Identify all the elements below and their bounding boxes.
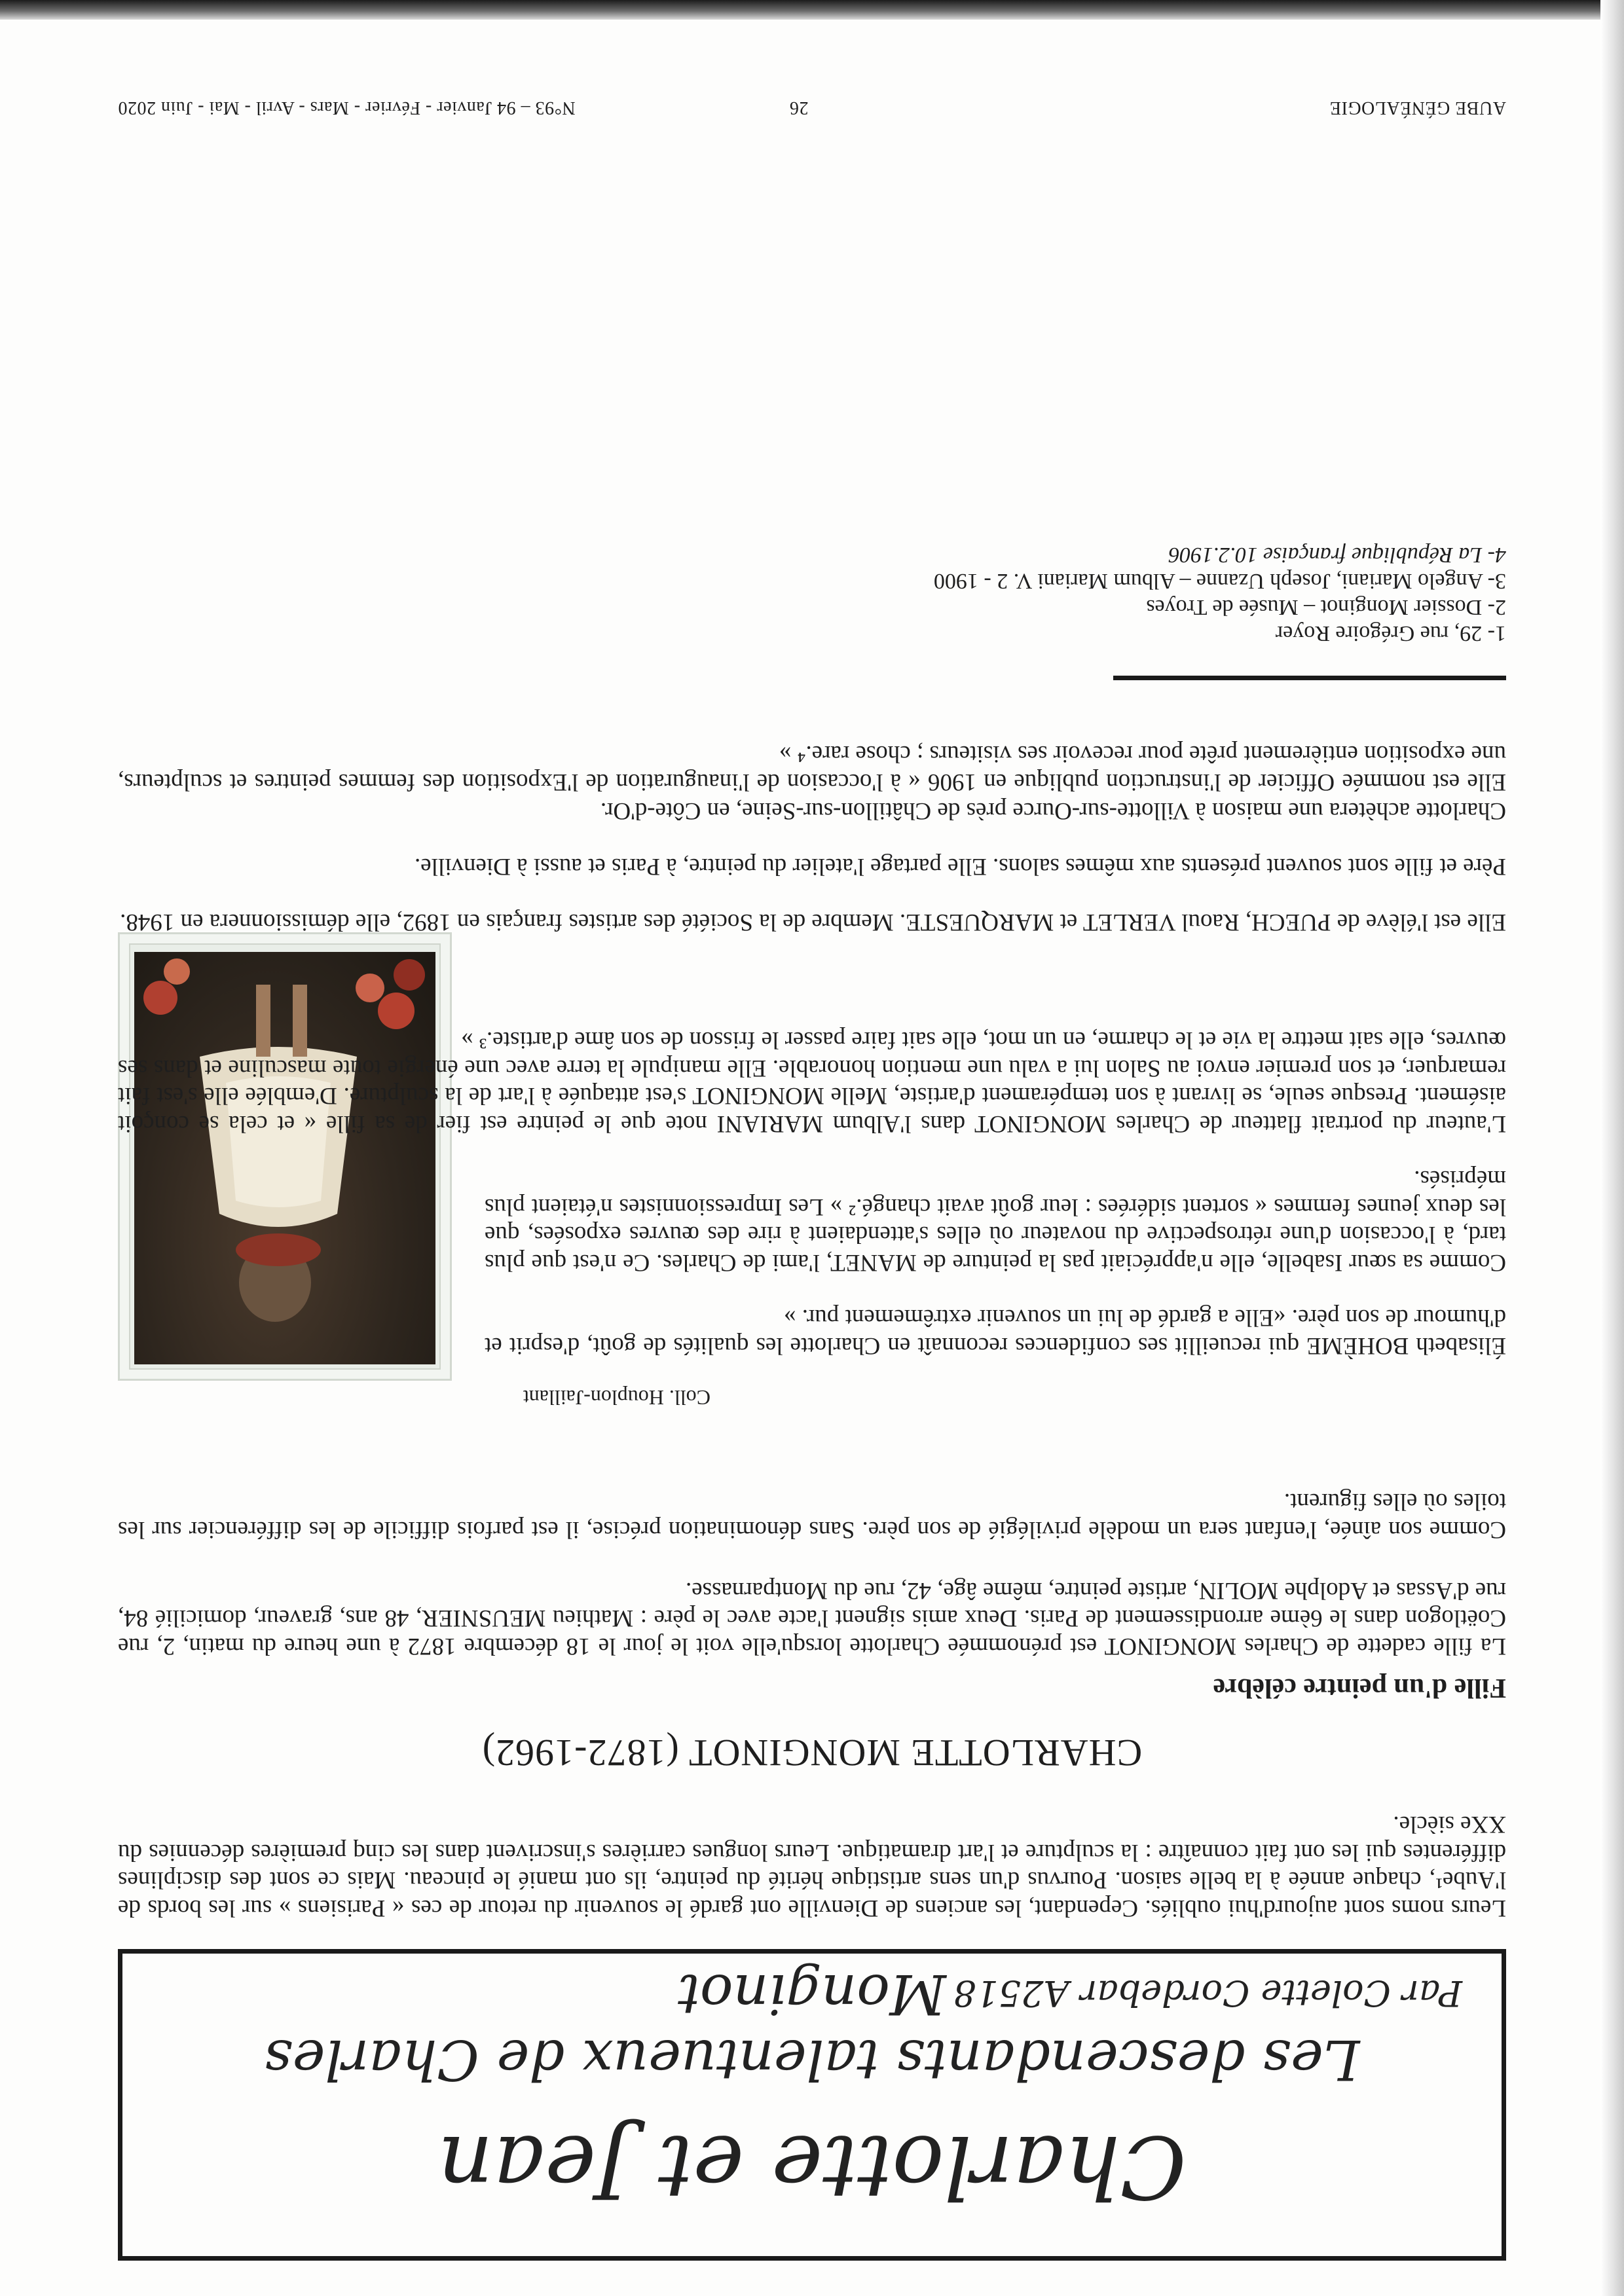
footer-publication: AUBE GÉNÉALOGIE — [1329, 98, 1506, 118]
portrait-photo — [134, 952, 435, 1364]
article-title: Charlotte et Jean — [437, 2116, 1187, 2217]
paragraph-boheme: Élisabeth BOHÈME qui recueillit ses confidences reconnaît en Charlotte les qualités de goût, d'esprit et d'humour de son père. «Elle a gardé de lui un souvenir extrêmement pur. » — [485, 1304, 1506, 1359]
article-author: Par Colette Cordebar A2518 — [953, 1973, 1462, 2014]
section-subheading: Fille d'un peintre célèbre — [1213, 1673, 1506, 1703]
footer-issue: N°93 – 94 Janvier - Février - Mars - Avril - Mai - Juin 2020 — [118, 98, 576, 118]
paragraph-salons: Père et fille sont souvent présents aux mêmes salons. Elle partage l'atelier du peintre, à Paris et aussi à Dienville. — [414, 853, 1506, 880]
paragraph-birth: La fille cadette de Charles MONGINOT est prénommée Charlotte lorsqu'elle voit le jour le 18 décembre 1872 à une heure du matin, 2, rue Coëtlogon dans le 6ème arrondissement de Paris. Deux amis signent l'acte avec le père : Mathieu MEUSNIER, 48 ans, graveur, domicilié 84, rue d'Assas et Adolphe MOLIN, artiste peintre, même âge, 42, rue du Montparnasse. — [118, 1577, 1506, 1660]
page-number: 26 — [789, 98, 809, 118]
paragraph-mariani: L'auteur du portrait flatteur de Charles MONGINOT dans l'Album MARIANI note que le peintre est fier de sa fille « et cela se conçoit aisément. Presque seule, se livrant à son tempérament d'artiste, Melle MONGINOT s'est attaquée à l'art de la sculpture. D'emblée elle s'est fait remarquer, et son premier envoi au Salon lui a valu une mention honorable. Elle manipule la terre avec une énergie toute masculine et dans ses œuvres, elle sait mettre la vie et le charme, en un mot, elle sait faire passer le frisson de son âme d'artiste.³ » — [118, 1027, 1506, 1137]
footnote-1: 1- 29, rue Grégoire Royer — [1275, 621, 1506, 646]
paragraph-puech: Elle est l'élève de PUECH, Raoul VERLET et MARQUESTE. Membre de la Société des artistes français en 1892, elle démissionnera en 1948. — [120, 909, 1506, 936]
title-box — [118, 1949, 1506, 2261]
footnote-4: 4- La République française 10.2.1906 — [1168, 543, 1506, 567]
portrait-photo-frame — [118, 932, 452, 1381]
footnote-2: 2- Dossier Monginot – Musée de Troyes — [1146, 595, 1506, 619]
footnote-3: 3- Angelo Mariani, Joseph Uzanne – Album Mariani V. 2 - 1900 — [933, 569, 1506, 593]
paragraph-manet: Comme sa sœur Isabelle, elle n'appréciait pas la peinture de MANET, l'ami de Charles. Ce n'est que plus tard, à l'occasion d'une rétrospective du novateur où elles s'attendaient à rire des œuvres exposées, que les deux jeunes femmes « sortent sidérées : leur goût avait changé.² » Les Impressionnistes n'étaient plus méprisés. — [485, 1165, 1506, 1276]
paragraph-model: Comme son aînée, l'enfant sera un modèle privilégié de son père. Sans dénomination précise, il est parfois difficile de les différencier sur les toiles où elles figurent. — [118, 1488, 1506, 1543]
intro-paragraph: Leurs noms sont aujourd'hui oubliés. Cependant, les anciens de Dienville ont gardé le souvenir du retour de ces « Parisiens » sur les bords de l'Aube¹, chaque année à la belle saison. Pourvus d'un sens artistique hérité du peintre, ils ont manié le pinceau. Mais ce sont des disciplines différentes qui les ont fait connaître : la sculpture et l'art dramatique. Leurs longues carrières s'inscrivent dans les cinq premières décennies du XXe siècle. — [118, 1811, 1506, 1922]
notes-separator — [1113, 676, 1506, 680]
section-heading: CHARLOTTE MONGINOT (1872-1962) — [481, 1732, 1143, 1774]
paragraph-villotte: Charlotte achètera une maison à Villotte-sur-Ource près de Châtillon-sur-Seine, en Côte-d'Or. — [600, 797, 1506, 824]
paragraph-officier: Elle est nommée Officier de l'instruction publique en 1906 « à l'occasion de l'inauguration de l'Exposition des femmes peintres et sculpteurs, une exposition entièrement prête pour recevoir ses visiteurs ; chose rare.⁴ » — [118, 740, 1506, 795]
footnotes — [589, 541, 1506, 646]
article-subtitle: Les descendants talentueux de Charles Monginot — [264, 1962, 1360, 2092]
photo-credit: Coll. Houplon-Jaillant — [523, 1386, 710, 1410]
